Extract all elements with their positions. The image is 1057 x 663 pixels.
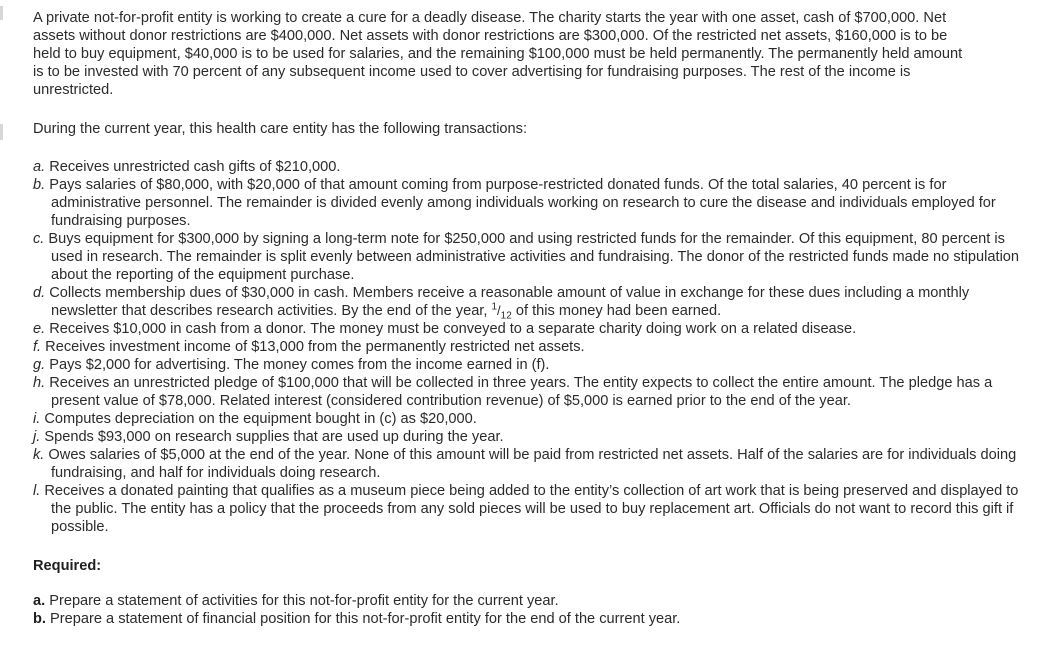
required-heading: Required: (33, 558, 102, 574)
left-edge-marker (0, 6, 3, 20)
list-item (33, 428, 1033, 446)
item-text: Owes salaries of $5,000 at the end of the year. None of this amount will be paid from restricted net assets. Half of the salaries are for individuals doing fundraising, and half for individuals doing research. (48, 447, 1017, 481)
fraction-denominator: 12 (500, 310, 512, 322)
item-text: Spends $93,000 on research supplies that are used up during the year. (44, 429, 504, 445)
transactions-lead: During the current year, this health care entity has the following transactions: (33, 121, 528, 137)
fraction: $^1/_{12}$ (491, 301, 512, 322)
list-item (33, 356, 1033, 374)
list-item (33, 482, 1033, 536)
item-text: Pays salaries of $80,000, with $20,000 of that amount coming from purpose-restricted donated funds. Of the total salaries, 40 percent is for administrative personnel. The remainder is divided evenly among individuals working on research to cure the disease and individuals employed for fundraising purposes. (49, 177, 996, 229)
item-marker: g. (33, 357, 46, 373)
item-text: of this money had been earned. (515, 303, 722, 319)
item-marker: h. (33, 375, 46, 391)
item-text: Collects membership dues of $30,000 in cash. Members receive a reasonable amount of value in exchange for these dues including a monthly newsletter that describes research activities. By the end of the year, (49, 285, 970, 319)
item-text: Receives $10,000 in cash from a donor. The money must be conveyed to a separate charity doing work on a related disease. (49, 321, 857, 337)
left-edge-marker (0, 124, 3, 140)
item-text: Prepare a statement of activities for this not-for-profit entity for the current year. (49, 593, 559, 609)
item-text: Receives unrestricted cash gifts of $210,000. (49, 159, 341, 175)
transaction-list (33, 158, 1033, 536)
item-text: Receives investment income of $13,000 from the permanently restricted net assets. (45, 339, 585, 355)
item-text: Receives a donated painting that qualifies as a museum piece being added to the entity’s collection of art work that is being preserved and displayed to the public. The entity has a policy that the proceeds from any sold pieces will be used to buy replacement art. Officials do not want to record this gift if possible. (44, 483, 1019, 535)
list-item (33, 158, 1033, 176)
list-item (33, 610, 1033, 628)
item-text: Computes depreciation on the equipment bought in (c) as $20,000. (44, 411, 477, 427)
list-item (33, 320, 1033, 338)
list-item (33, 374, 1033, 410)
list-item (33, 176, 1033, 230)
item-marker: a. (33, 593, 46, 609)
list-item (33, 338, 1033, 356)
item-marker: b. (33, 611, 46, 627)
list-item (33, 410, 1033, 428)
item-marker: e. (33, 321, 46, 337)
item-marker: k. (33, 447, 45, 463)
item-text: Pays $2,000 for advertising. The money comes from the income earned in (f). (49, 357, 550, 373)
list-item (33, 284, 1033, 320)
intro-paragraph: A private not-for-profit entity is working to create a cure for a deadly disease. The charity starts the year with one asset, cash of $700,000. Net assets without donor restrictions are $400,000. Net assets with donor restrictions are $300,000. Of the restricted net assets, $160,000 is to be held to buy equipment, $40,000 is to be used for salaries, and the remaining $100,000 must be held permanently. The permanently held amount is to be invested with 70 percent of any subsequent income used to cover advertising for fundraising purposes. The rest of the income is unrestricted. (33, 10, 963, 98)
item-text: Buys equipment for $300,000 by signing a long-term note for $250,000 and using restricted funds for the remainder. Of this equipment, 80 percent is used in research. The remainder is split evenly between administrative activities and fundraising. The donor of the restricted funds made no stipulation about the reporting of the equipment purchase. (48, 231, 1020, 283)
fraction-numerator: 1 (491, 301, 498, 313)
list-item (33, 592, 1033, 610)
item-marker: a. (33, 159, 46, 175)
item-marker: d. (33, 285, 46, 301)
item-marker: c. (33, 231, 45, 247)
item-text: Receives an unrestricted pledge of $100,000 that will be collected in three years. The entity expects to collect the entire amount. The pledge has a present value of $78,000. Related interest (considered contribution revenue) of $5,000 is earned prior to the end of the year. (49, 375, 993, 409)
problem-content (33, 9, 1033, 628)
list-item (33, 230, 1033, 284)
item-marker: j. (33, 429, 41, 445)
item-marker: f. (33, 339, 42, 355)
requirements-list (33, 592, 1033, 628)
item-marker: b. (33, 177, 46, 193)
item-marker: i. (33, 411, 41, 427)
item-marker: l. (33, 483, 41, 499)
list-item (33, 446, 1033, 482)
item-text: Prepare a statement of financial position for this not-for-profit entity for the end of the current year. (50, 611, 681, 627)
